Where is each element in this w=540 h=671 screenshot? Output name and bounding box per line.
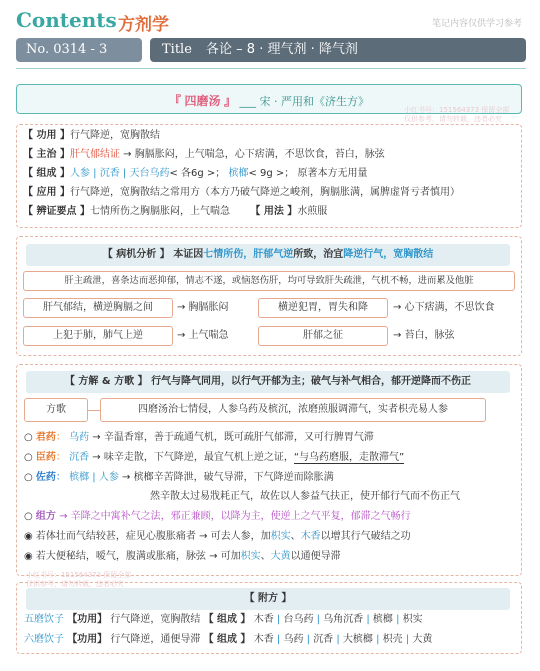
appendix-herb: 木香 [253, 634, 274, 645]
zhuzhi-label: 【 主治 】 [23, 149, 70, 160]
pathology-head-c: 所致，治宜 [293, 249, 344, 260]
header-title-en: Contents [16, 8, 117, 32]
zucheng-label: 【 组成 】 [23, 168, 70, 179]
zhuzhi-text: → 胸膈胀闷，上气喘急，心下痞满，不思饮食，苔白，脉弦 [123, 149, 385, 160]
watermark-line: 仅供参考，请勿转载，违者必究 [404, 115, 502, 123]
jia2-herb-2: 大黄 [270, 551, 291, 562]
formula-close-bracket: 』 [224, 94, 237, 108]
pathology-result-4: → 苔白，脉弦 [393, 330, 455, 341]
chen-line: ○ 臣药： 沉香 → 味辛走散，下气降逆，最宜气机上逆之证，“与乌药磨服，走散滞气” [24, 452, 405, 463]
pathology-chip-1: 肝气郁结，横逆胸膈之间 [23, 298, 173, 318]
song-text: 四磨汤治七情侵，人参乌药及槟沉，浓磨煎服调滞气，实者枳壳易人参 [100, 398, 486, 422]
appendix-gongyong-label: 【功用】 [67, 634, 108, 645]
title-text: 各论 – 8 · 理气剂 · 降气剂 [206, 42, 358, 57]
jun-herb: 乌药 [69, 432, 90, 443]
header-divider [16, 68, 526, 69]
watermark-line: 小红书号：151564373 保留全部 [26, 571, 132, 579]
analysis-head-text: 行气与降气同用，以行气开郁为主；破气与补气相合，郁开逆降而不伤正 [151, 376, 472, 387]
zucheng-dose1: < 各6g >； [169, 168, 226, 179]
appendix-heading: 【 附方 】 [26, 588, 510, 610]
pathology-result-2: → 心下痞满，不思饮食 [393, 302, 495, 313]
appendix-gongyong-label: 【功用】 [67, 614, 108, 625]
analysis-head-label: 【 方解 & 方歌 】 [64, 376, 148, 387]
bianzheng-text: 七情所伤之胸膈胀闷，上气喘急 [89, 206, 230, 217]
appendix-herb: 大槟榔 [342, 634, 373, 645]
chen-label: 臣药 [35, 452, 56, 463]
herb-chenxiang: 沉香 [99, 168, 120, 179]
song-connector [88, 410, 100, 411]
zucheng-dose2: < 9g >； [248, 168, 295, 179]
jiajian-line-2: ◉ 若大便秘结，嗳气，腹满或胀痛，脉弦 → 可加枳实、大黄以通便导滞 [24, 551, 341, 562]
zuo-line-2: 然辛散太过易戕耗正气，故佐以人参益气扶正，使开郁行气而不伤正气 [150, 491, 460, 502]
pathology-head-d: 降逆行气，宽胸散结 [343, 249, 434, 260]
zhuzhi-key: 肝气郁结证 [69, 149, 120, 160]
pathology-heading [26, 244, 510, 266]
watermark-line: 小红书号：151564373 保留全部 [404, 106, 510, 114]
appendix-herb: 乌角沉香 [323, 614, 364, 625]
herb-wuyao: 天台乌药 [129, 168, 170, 179]
watermark-line: 仅供参考，请勿转载，违者必究 [26, 580, 124, 588]
bianzheng-label: 【 辨证要点 】 [23, 206, 90, 217]
zufang-label: 组方 [35, 511, 56, 522]
title-label: Title [162, 42, 192, 57]
pathology-chip-2: 横逆犯胃，胃失和降 [258, 298, 388, 318]
appendix-herb: 槟榔 [372, 614, 393, 625]
analysis-box [16, 364, 522, 576]
appendix-name-2: 六磨饮子 [24, 634, 64, 645]
yingyong-label: 【 应用 】 [23, 187, 70, 198]
jun-label: 君药 [35, 432, 56, 443]
chen-quote: “与乌药磨服，走散滞气” [293, 452, 405, 463]
herb-renshen: 人参 [69, 168, 90, 179]
yongfa-text: 水煎服 [297, 206, 328, 217]
appendix-row-1: 五磨饮子 【功用】 行气降逆，宽胸散结 【 组成 】 木香 | 台乌药 | 乌角沉香 | 槟榔 | 枳实 [24, 614, 423, 625]
jun-text: → 辛温香窜，善于疏通气机，既可疏肝气郁滞，又可行脾胃气滞 [92, 432, 374, 443]
title-bar [150, 38, 526, 62]
pathology-head-a: 本证因 [173, 249, 204, 260]
zuo-label: 佐药 [35, 472, 56, 483]
basic-info-box [16, 124, 522, 228]
watermark-1 [404, 106, 509, 124]
appendix-herb: 台乌药 [283, 614, 314, 625]
zuo-herb-1: 槟榔 [69, 472, 90, 483]
chen-text: → 味辛走散，下气降逆，最宜气机上逆之证， [92, 452, 294, 463]
jun-line: ○ 君药： 乌药 → 辛温香窜，善于疏通气机，既可疏肝气郁滞，又可行脾胃气滞 [24, 432, 374, 443]
header-note: 笔记内容仅供学习参考 [431, 19, 522, 29]
pathology-result-1: → 胸膈胀闷 [177, 302, 229, 313]
jia2-b: 、 [260, 551, 271, 562]
zucheng-line: 【 组成 】人参 | 沉香 | 天台乌药< 各6g >； 槟榔< 9g >； 原著本方无用量 [23, 168, 368, 179]
jia2-c: 以通便导滞 [290, 551, 341, 562]
zufang-line: ○ 组方 → 辛降之中寓补气之法，邪正兼顾，以降为主，使逆上之气平复，郁滞之气畅行 [24, 511, 411, 522]
appendix-herb: 木香 [253, 614, 274, 625]
appendix-herb: 枳壳 [382, 634, 403, 645]
zhuzhi-line [23, 148, 385, 162]
appendix-row-2: 六磨饮子 【功用】 行气降逆，通便导滞 【 组成 】 木香 | 乌药 | 沉香 | 大槟榔 | 枳壳 | 大黄 [24, 634, 433, 645]
gongyong-text: 行气降逆，宽胸散结 [69, 130, 160, 141]
appendix-herb: 沉香 [313, 634, 334, 645]
pathology-head-b: 七情所伤，肝郁气逆 [203, 249, 294, 260]
jia2-a: 若大便秘结，嗳气，腹满或胀痛，脉弦 → 可加 [35, 551, 241, 562]
chen-herb: 沉香 [69, 452, 90, 463]
appendix-herb: 枳实 [402, 614, 423, 625]
jia1-c: 以增其行气破结之功 [320, 531, 411, 542]
page-header [16, 6, 526, 34]
jia1-herb-2: 木香 [300, 531, 321, 542]
herb-binlang: 槟榔 [228, 168, 249, 179]
gongyong-label: 【 功用 】 [23, 130, 70, 141]
pathology-head-label: 【 病机分析 】 [102, 249, 170, 260]
appendix-herb: 乌药 [283, 634, 304, 645]
jiajian-line-1: ◉ 若体壮而气结较甚，症见心腹胀痛者 → 可去人参，加枳实、木香以增其行气破结之功 [24, 531, 411, 542]
zuo-herb-2: 人参 [98, 472, 119, 483]
zuo-text: → 槟榔辛苦降泄，破气导滞，下气降逆而除胀满 [122, 472, 334, 483]
appendix-gongyong-1: 行气降逆，宽胸散结 [110, 614, 201, 625]
zucheng-note: 原著本方无用量 [297, 168, 368, 179]
pathology-result-3: → 上气喘急 [177, 330, 229, 341]
zufang-text: → 辛降之中寓补气之法，邪正兼顾，以降为主，使逆上之气平复，郁滞之气畅行 [59, 511, 411, 522]
number-bar: No. 0314 - 3 [16, 38, 142, 62]
appendix-zucheng-label: 【 组成 】 [203, 634, 251, 645]
song-label: 方歌 [24, 398, 88, 422]
pathology-chip-4: 肝郁之征 [258, 326, 388, 346]
header-title-cn: 方剂学 [118, 15, 169, 35]
jia2-herb-1: 枳实 [240, 551, 261, 562]
jia1-herb-1: 枳实 [270, 531, 291, 542]
appendix-zucheng-label: 【 组成 】 [203, 614, 251, 625]
zuo-line: ○ 佐药： 槟榔 | 人参 → 槟榔辛苦降泄，破气导滞，下气降逆而除胀满 [24, 472, 334, 483]
pathology-summary: 肝主疏泄，喜条达而恶抑郁，情志不遂，或恼怒伤肝，均可导致肝失疏泄，气机不畅，进而累及他脏 [23, 271, 515, 291]
appendix-gongyong-2: 行气降逆，通便导滞 [110, 634, 201, 645]
appendix-name-1: 五磨饮子 [24, 614, 64, 625]
yongfa-label: 【 用法 】 [250, 206, 298, 217]
yingyong-line [23, 186, 460, 200]
gongyong-line [23, 129, 160, 143]
appendix-herb: 大黄 [412, 634, 433, 645]
formula-source: ___ 宋 · 严用和《济生方》 [239, 95, 370, 108]
pathology-chip-3: 上犯于肺，肺气上逆 [23, 326, 173, 346]
jia1-a: 若体壮而气结较甚，症见心腹胀痛者 → 可去人参，加 [35, 531, 271, 542]
bianzheng-line [23, 205, 327, 219]
formula-name: 四磨汤 [184, 94, 221, 108]
yingyong-text: 行气降逆，宽胸散结之常用方（本方乃破气降逆之峻剂，胸膈胀满，属脾虚肾亏者慎用） [69, 187, 460, 198]
jia1-b: 、 [290, 531, 301, 542]
analysis-heading [26, 371, 510, 393]
formula-open-bracket: 『 [168, 94, 181, 108]
